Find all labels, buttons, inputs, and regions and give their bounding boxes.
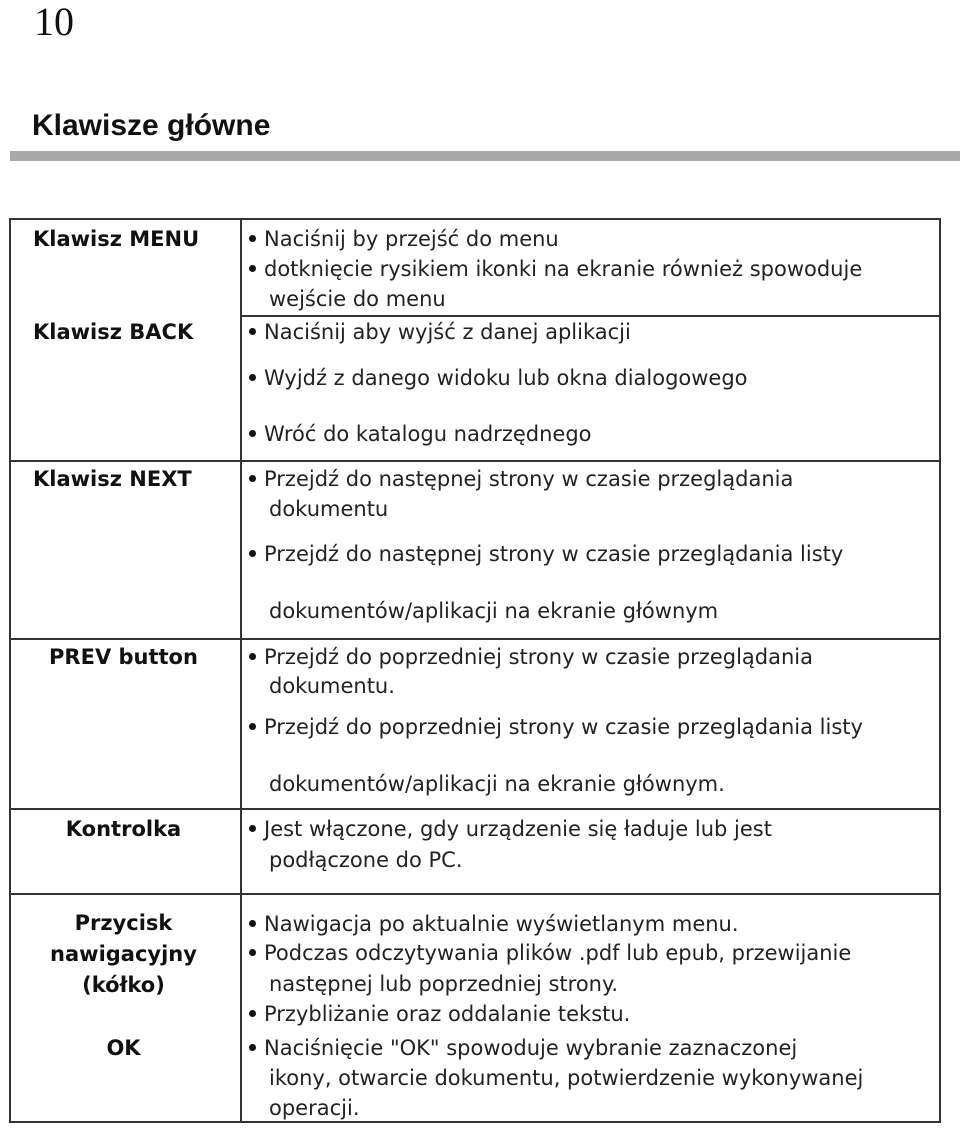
- list-item: Przejdź do następnej strony w czasie przeglądania: [247, 464, 793, 494]
- label-navigation-wheel: Przycisk: [74, 911, 173, 935]
- bullet-icon: [249, 920, 256, 927]
- label-ok-button: OK: [106, 1036, 141, 1060]
- column-divider: [240, 220, 242, 1121]
- label-indicator-light: Kontrolka: [65, 817, 182, 841]
- label-back-key: Klawisz BACK: [33, 320, 194, 344]
- list-item: Przybliżanie oraz oddalanie tekstu.: [247, 999, 630, 1029]
- bullet-icon: [249, 430, 256, 437]
- label-next-key: Klawisz NEXT: [33, 467, 192, 491]
- list-item: Przejdź do następnej strony w czasie przeglądania listy: [247, 539, 843, 569]
- bullet-icon: [249, 825, 256, 832]
- list-item-continuation: dokumentów/aplikacji na ekranie głównym: [269, 599, 719, 623]
- label-navigation-wheel: nawigacyjny: [50, 942, 197, 966]
- bullet-icon: [249, 235, 256, 242]
- list-item: Wyjdź z danego widoku lub okna dialogowego: [247, 363, 748, 393]
- bullet-icon: [249, 374, 256, 381]
- row-divider: [11, 808, 939, 810]
- label-prev-button: PREV button: [49, 645, 198, 669]
- list-item: dotknięcie rysikiem ikonki na ekranie również spowoduje: [247, 254, 862, 284]
- bullet-icon: [249, 949, 256, 956]
- list-item-continuation: wejście do menu: [269, 287, 446, 311]
- list-item: Jest włączone, gdy urządzenie się ładuje lub jest: [247, 814, 772, 844]
- label-menu-key: Klawisz MENU: [33, 227, 200, 251]
- list-item: Naciśnij by przejść do menu: [247, 224, 559, 254]
- list-item-continuation: następnej lub poprzedniej strony.: [269, 972, 619, 996]
- row-divider: [11, 460, 939, 462]
- row-divider: [11, 638, 939, 640]
- page-number: 10: [34, 0, 74, 44]
- page-title: Klawisze główne: [32, 109, 271, 142]
- list-item-continuation: operacji.: [269, 1096, 360, 1120]
- bullet-icon: [249, 265, 256, 272]
- list-item: Podczas odczytywania plików .pdf lub epub, przewijanie: [247, 938, 851, 968]
- list-item: Naciśnięcie "OK" spowoduje wybranie zaznaczonej: [247, 1033, 797, 1063]
- label-navigation-wheel: (kółko): [82, 973, 165, 997]
- bullet-icon: [249, 723, 256, 730]
- list-item: Przejdź do poprzedniej strony w czasie przeglądania listy: [247, 712, 863, 742]
- bullet-icon: [249, 653, 256, 660]
- list-item: Nawigacja po aktualnie wyświetlanym menu.: [247, 909, 739, 939]
- heading-rule: [10, 151, 960, 161]
- bullet-icon: [249, 475, 256, 482]
- list-item: Naciśnij aby wyjść z danej aplikacji: [247, 317, 631, 347]
- keys-table: [9, 218, 941, 1123]
- bullet-icon: [249, 328, 256, 335]
- list-item: Przejdź do poprzedniej strony w czasie przeglądania: [247, 642, 813, 672]
- list-item-continuation: dokumentu: [269, 497, 389, 521]
- list-item-continuation: ikony, otwarcie dokumentu, potwierdzenie wykonywanej: [269, 1066, 864, 1090]
- list-item-continuation: dokumentu.: [269, 674, 395, 698]
- bullet-icon: [249, 550, 256, 557]
- list-item-continuation: dokumentów/aplikacji na ekranie głównym.: [269, 772, 725, 796]
- bullet-icon: [249, 1010, 256, 1017]
- list-item: Wróć do katalogu nadrzędnego: [247, 419, 592, 449]
- list-item-continuation: podłączone do PC.: [269, 848, 463, 872]
- bullet-icon: [249, 1044, 256, 1051]
- row-divider: [11, 893, 939, 895]
